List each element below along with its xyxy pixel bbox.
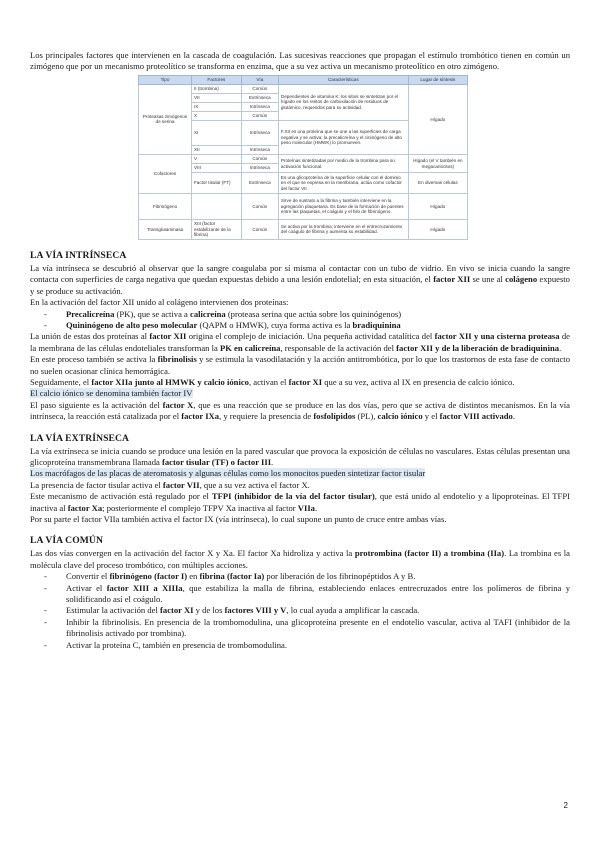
table-cell: Común bbox=[241, 219, 278, 239]
table-cell: XIII (factor estabilizante de la fibrina) bbox=[192, 219, 242, 239]
table-header-cell: Características bbox=[278, 75, 408, 84]
paragraph: La vía intrínseca se descubrió al observar que la sangre coagulaba por sí misma al contactar con un tubo de vidrio. En vivo se inicia cuando la sangre contacta con superficies de carga negativa que quedan expuestas debido a una lesión endotelial; en esta situación, el factor XII se une al colágeno expuesto y se produce su activación. bbox=[30, 262, 570, 296]
list-item: - Convertir el fibrinógeno (factor I) en fibrina (factor Ia) por liberación de los fibrinopéptidos A y B. bbox=[66, 571, 570, 582]
table-cell: IX bbox=[192, 102, 242, 111]
paragraph: La unión de estas dos proteínas al factor XII origina el complejo de iniciación. Una pequeña actividad catalítica del factor XII y una cisterna proteasa de la membrana de las células endoteliales transforman la PK en calicreína, responsable de la activación del factor XII y de la liberación de bradiquinina. bbox=[30, 331, 570, 353]
intro-paragraph: Los principales factores que intervienen en la cascada de coagulación. Las sucesivas reacciones que propagan el estímulo trombótico tienen en común un zimógeno que por un mecanismo proteolítico se transforma en enzima, que a su vez activa un mecanismo proteolítico en otro zimógeno. bbox=[30, 50, 570, 72]
list-item: - Activar el factor XIII a XIIIa, que estabiliza la malla de fibrina, estableciendo enlaces entrecruzados entre los polímeros de fibrina y solidificando así el coágulo. bbox=[66, 583, 570, 606]
section-heading-extrinseca: LA VÍA EXTRÍNSECA bbox=[30, 432, 130, 444]
table-cell: Intrínseca bbox=[241, 164, 278, 173]
list-item: - Quininógeno de alto peso molecular (QAPM o HMWK), cuya forma activa es la bradiquinina bbox=[66, 320, 570, 331]
table-cell: Dependientes de vitamina K: los sitios se sintetizan por el hígado en los restos de carboxilación de residuos de glutámico, requeridos para su actividad. bbox=[278, 84, 408, 120]
table-group-cell: Proteasas zimógenos de serina bbox=[139, 84, 192, 154]
paragraph: El paso siguiente es la activación del factor X, que es una reacción que se produce en las dos vías, pero que se activa de distintos mecanismos. En la vía intrínseca, la reacción está catalizada por el factor IXa, y requiere la presencia de fosfolípidos (PL), calcio iónico y el factor VIII activado. bbox=[30, 399, 570, 422]
table-row bbox=[139, 194, 468, 219]
table-cell: Extrínseca bbox=[241, 93, 278, 102]
highlighted-note: El calcio iónico se denomina también factor IV bbox=[30, 388, 193, 399]
table-cell: XI bbox=[192, 120, 242, 145]
paragraph: La vía extrínseca se inicia cuando se produce una lesión en la pared vascular que provoca la exposición de células no vasculares. Estas células presentan una glicoproteína transmembrana llamada factor tisular (TF) o factor III. bbox=[30, 445, 570, 467]
table-cell: VIII bbox=[192, 164, 242, 173]
table-group-cell: Cofactores bbox=[139, 155, 192, 194]
thrombin-actions-list bbox=[30, 571, 570, 651]
page-number: 2 bbox=[563, 801, 568, 810]
table-cell: XII bbox=[192, 146, 242, 155]
table-cell: Común bbox=[241, 111, 278, 120]
table-cell: F.XII es una proteína que se une a las superficies de carga negativa y se activa; la precalicreína y el cininógeno de alto peso molecular (HMWK) lo promueven. bbox=[278, 120, 408, 154]
coagulation-factors-table bbox=[138, 75, 468, 240]
paragraph: En la activación del factor XII unido al colágeno intervienen dos proteínas: bbox=[30, 297, 289, 308]
table-cell: Común bbox=[241, 84, 278, 93]
document-page bbox=[30, 50, 570, 651]
paragraph: En este proceso también se activa la fibrinolisis y se estimula la vasodilatación y la acción antitrombótica, por lo que los trastornos de esta fase de contacto no suelen ocasionar clínica hemorrágica. bbox=[30, 354, 570, 376]
table-cell: Hígado bbox=[408, 219, 467, 239]
paragraph: Las dos vías convergen en la activación del factor X y Xa. El factor Xa hidroliza y activa la protrombina (factor II) a trombina (IIa). La trombina es la molécula clave del proceso trombótico, con múltiples acciones. bbox=[30, 548, 570, 570]
table-cell: Proteínas sintetizadas por medio de la trombina para su activación funcional. bbox=[278, 155, 408, 173]
table-cell: En diversas células bbox=[408, 172, 467, 193]
table-header-cell: Vía bbox=[241, 75, 278, 84]
proteins-list bbox=[30, 309, 570, 332]
table-row bbox=[139, 219, 468, 239]
list-item: - Inhibir la fibrinolisis. En presencia de la trombomodulina, una glicoproteína presente en el endotelio vascular, activa al TAFI (inhibidor de la fibrinolisis activado por trombina). bbox=[66, 617, 570, 640]
table-header-cell: Lugar de síntesis bbox=[408, 75, 467, 84]
table-cell: II (trombina) bbox=[192, 84, 242, 93]
table-cell: VII bbox=[192, 93, 242, 102]
paragraph: Seguidamente, el factor XIIa junto al HMWK y calcio iónico, activan el factor XI que a su vez, activa al IX en presencia de calcio iónico. bbox=[30, 376, 515, 387]
section-heading-intrinseca: LA VÍA INTRÍNSECA bbox=[30, 249, 127, 261]
table-row bbox=[139, 84, 468, 93]
highlighted-note: Los macrófagos de las placas de ateromatosis y algunas células como los monocitos pueden sintetizar factor tisular bbox=[30, 468, 426, 479]
section-heading-comun: LA VÍA COMÚN bbox=[30, 535, 103, 547]
table-cell bbox=[192, 194, 242, 219]
list-item: - Estimular la activación del factor XI y de los factores VIII y V, lo cual ayuda a amplificar la cascada. bbox=[66, 605, 570, 616]
table-cell: Intrínseca bbox=[241, 146, 278, 155]
table-cell: X bbox=[192, 111, 242, 120]
paragraph: La presencia de factor tisular activa el factor VII, que a su vez activa el factor X. bbox=[30, 479, 310, 490]
table-header-row bbox=[139, 75, 468, 84]
list-item: - Activar la proteína C, también en presencia de trombomodulina. bbox=[66, 640, 570, 651]
table-cell: Factor tisular (FT) bbox=[192, 172, 242, 193]
table-header-cell: Factores bbox=[192, 75, 242, 84]
table-group-cell: Fibrinógeno bbox=[139, 194, 192, 219]
table-cell: Hígado (el V también en megacariocitos) bbox=[408, 155, 467, 173]
table-cell: Común bbox=[241, 194, 278, 219]
table-group-cell: Transglutaminasa bbox=[139, 219, 192, 239]
table-cell: Intrínseca bbox=[241, 120, 278, 145]
table-row bbox=[139, 155, 468, 164]
table-cell: Es una glicoproteína de la superficie celular con el dominio en el que se expresa en la membrana, actúa como cofactor del factor VII. bbox=[278, 172, 408, 193]
table-cell: Extrínseca bbox=[241, 172, 278, 193]
table-cell: Sirve de sustrato a la fibrina y también interviene en la agregación plaquetaria. Es base de la formación de puentes entre las plaquetas, el coágulo y el hilo de fibrinógeno. bbox=[278, 194, 408, 219]
paragraph: Por su parte el factor VIIa también activa el factor IX (vía intrínseca), lo cual supone un punto de cruce entre ambas vías. bbox=[30, 514, 447, 524]
table-cell: Hígado bbox=[408, 194, 467, 219]
paragraph: Este mecanismo de activación está regulado por el TFPI (inhibidor de la vía del factor tisular), que está unido al endotelio y a lipoproteínas. El TFPI inactiva al factor Xa; posteriormente el complejo TFPV Xa inactiva al factor VIIa. bbox=[30, 491, 570, 513]
table-cell: Común bbox=[241, 155, 278, 164]
table-cell: V bbox=[192, 155, 242, 164]
table-header-cell: Tipo bbox=[139, 75, 192, 84]
table-cell: Intrínseca bbox=[241, 102, 278, 111]
table-cell: Se activa por la trombina; interviene en el entrecruzamiento del coágulo de fibrina y aumenta su estabilidad. bbox=[278, 219, 408, 239]
table-cell: Hígado bbox=[408, 84, 467, 154]
list-item: - Precalicreína (PK), que se activa a calicreína (proteasa serina que actúa sobre los quininógenos) bbox=[66, 309, 570, 320]
